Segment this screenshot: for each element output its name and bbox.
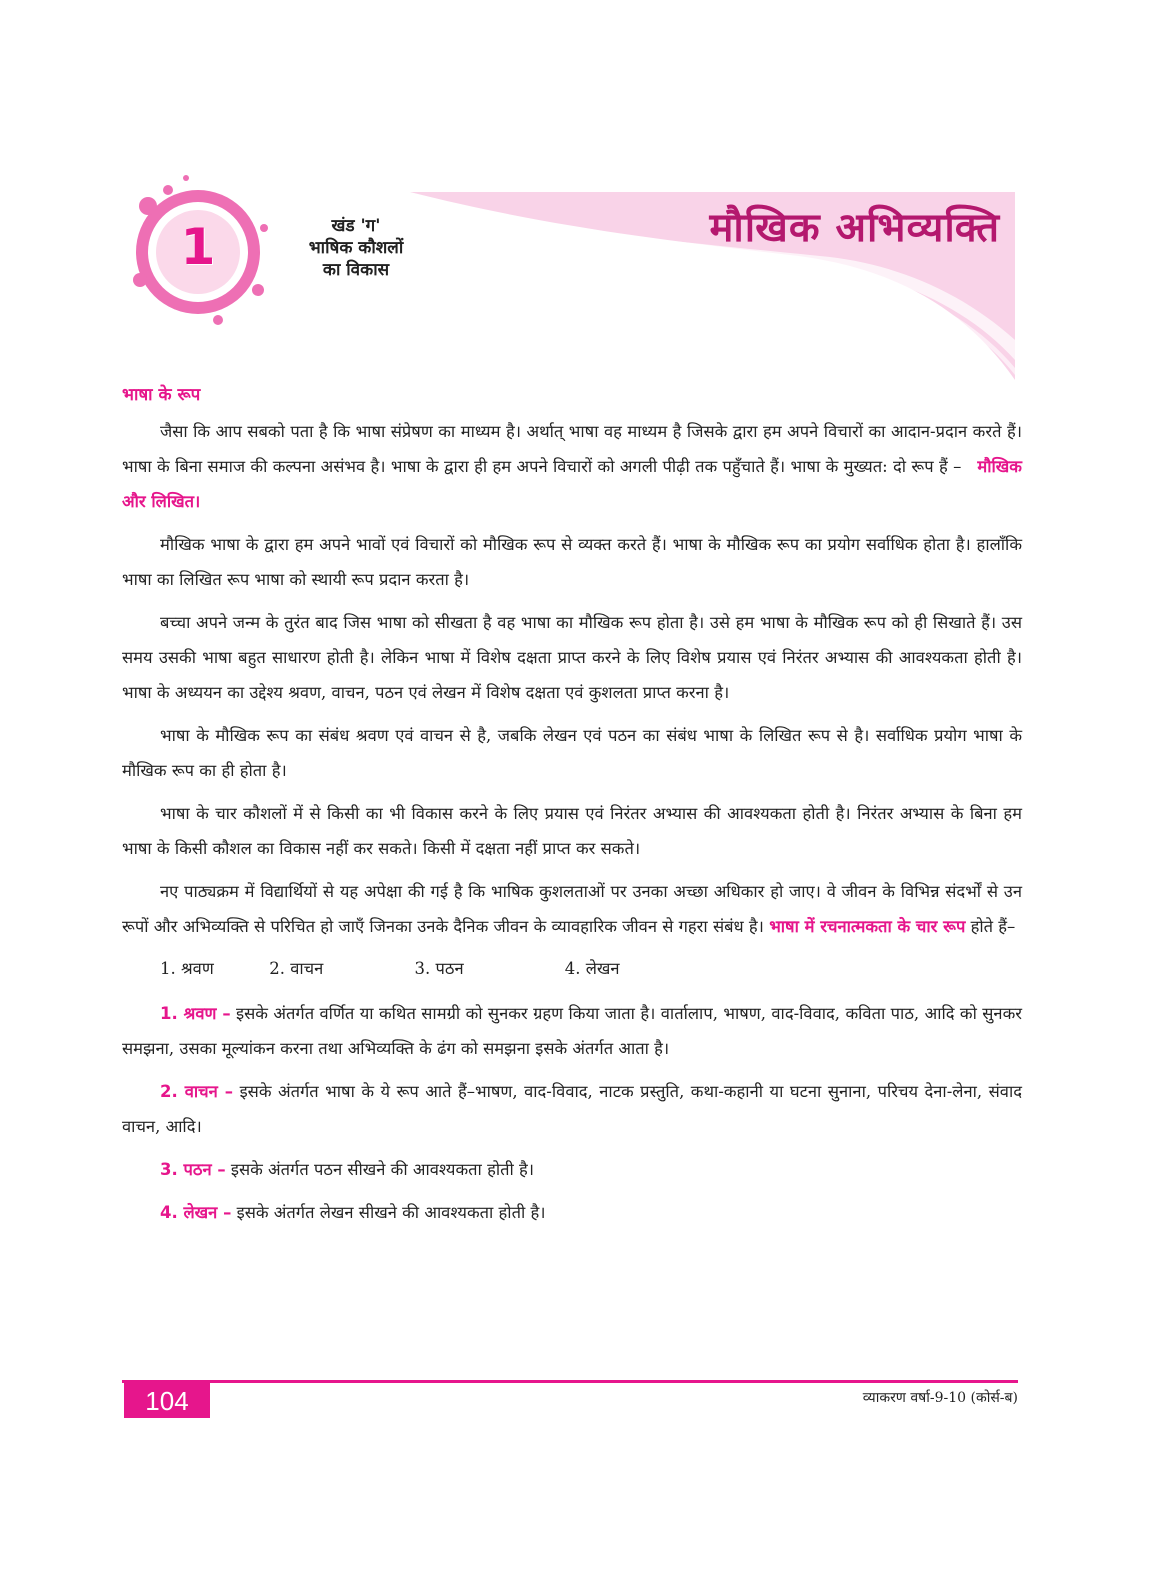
- paragraph: मौखिक भाषा के द्वारा हम अपने भावों एवं विचारों को मौखिक रूप से व्यक्त करते हैं। भाषा के मौखिक रूप का प्रयोग सर्वाधिक होता है। हालाँकि भाषा का लिखित रूप भाषा को स्थायी रूप प्रदान करता है।: [122, 535, 1022, 589]
- badge-bubble: [139, 197, 157, 215]
- page-number: 104: [124, 1382, 210, 1418]
- book-title: व्याकरण वर्षा-9-10 (कोर्स-ब): [862, 1390, 1018, 1406]
- definition-text: इसके अंतर्गत पठन सीखने की आवश्यकता होती है।: [230, 1160, 535, 1179]
- definition-item: [122, 1152, 1022, 1187]
- paragraph: भाषा के चार कौशलों में से किसी का भी विकास करने के लिए प्रयास एवं निरंतर अभ्यास की आवश्यकता होती है। निरंतर अभ्यास के बिना हम भाषा के किसी कौशल का विकास नहीं कर सकते। किसी में दक्षता नहीं प्राप्त कर सकते।: [122, 804, 1022, 858]
- definition-item: [122, 996, 1022, 1066]
- badge-bubble: [260, 224, 268, 232]
- definition-label: 4. लेखन –: [160, 1203, 232, 1222]
- list-item: 1. श्रवण: [160, 959, 214, 978]
- definition-item: [122, 1074, 1022, 1144]
- section-heading: भाषा के रूप: [122, 385, 201, 405]
- list-item: 3. पठन: [414, 959, 464, 978]
- paragraph: [122, 414, 1022, 519]
- chapter-title: मौखिक अभिव्यक्ति: [709, 205, 1000, 251]
- badge-bubble: [213, 315, 223, 325]
- definition-text: इसके अंतर्गत लेखन सीखने की आवश्यकता होती है।: [236, 1203, 546, 1222]
- paragraph-text: नए पाठ्यक्रम में विद्यार्थियों से यह अपेक्षा की गई है कि भाषिक कुशलताओं पर उनका अच्छा अधिकार हो जाए। वे जीवन के विभिन्न संदर्भों से उन रूपों और अभिव्यक्ति से परिचित हो जाएँ जिनका उनके दैनिक जीवन के व्यावहारिक जीवन से गहरा संबंध है।: [122, 882, 1022, 936]
- section-label-line: खंड 'ग': [331, 216, 381, 236]
- list-item: 2. वाचन: [269, 959, 324, 978]
- definition-text: इसके अंतर्गत वर्णित या कथित सामग्री को सुनकर ग्रहण किया जाता है। वार्तालाप, भाषण, वाद-विवाद, कविता पाठ, आदि को सुनकर समझना, उसका मूल्यांकन करना तथा अभिव्यक्ति के ढंग को समझना इसके अंतर्गत आता है।: [122, 1004, 1022, 1058]
- section-label-line: का विकास: [322, 260, 390, 280]
- paragraph: [122, 874, 1022, 944]
- section-label: [286, 215, 426, 281]
- definition-label: 2. वाचन –: [160, 1082, 234, 1101]
- footer-rule: [122, 1380, 1018, 1383]
- paragraph-text: होते हैं–: [970, 917, 1016, 936]
- skills-list: [122, 952, 1022, 986]
- list-item: 4. लेखन: [564, 959, 620, 978]
- highlight-text: मौखिक और लिखित।: [122, 457, 1022, 511]
- badge-bubble: [252, 284, 264, 296]
- page-content: [122, 382, 1022, 1238]
- badge-bubble: [133, 273, 147, 287]
- paragraph: भाषा के मौखिक रूप का संबंध श्रवण एवं वाचन से है, जबकि लेखन एवं पठन का संबंध भाषा के लिखित रूप से है। सर्वाधिक प्रयोग भाषा के मौखिक रूप का ही होता है।: [122, 726, 1022, 780]
- paragraph: बच्चा अपने जन्म के तुरंत बाद जिस भाषा को सीखता है वह भाषा का मौखिक रूप होता है। उसे हम भाषा के मौखिक रूप को ही सिखाते हैं। उस समय उसकी भाषा बहुत साधारण होती है। लेकिन भाषा में विशेष दक्षता प्राप्त करने के लिए विशेष प्रयास एवं निरंतर अभ्यास की आवश्यकता होती है। भाषा के अध्ययन का उद्देश्य श्रवण, वाचन, पठन एवं लेखन में विशेष दक्षता एवं कुशलता प्राप्त करना है।: [122, 613, 1022, 702]
- definition-label: 1. श्रवण –: [160, 1004, 231, 1023]
- paragraph-text: जैसा कि आप सबको पता है कि भाषा संप्रेषण का माध्यम है। अर्थात् भाषा वह माध्यम है जिसके द्वारा हम अपने विचारों का आदान-प्रदान करते हैं। भाषा के बिना समाज की कल्पना असंभव है। भाषा के द्वारा ही हम अपने विचारों को अगली पीढ़ी तक पहुँचाते हैं। भाषा के मुख्यत: दो रूप हैं –: [122, 422, 1022, 476]
- definition-item: [122, 1195, 1022, 1230]
- definition-text: इसके अंतर्गत भाषा के ये रूप आते हैं–भाषण, वाद-विवाद, नाटक प्रस्तुति, कथा-कहानी या घटना सुनाना, परिचय देना-लेना, संवाद वाचन, आदि।: [122, 1082, 1022, 1136]
- badge-bubble: [163, 185, 173, 195]
- badge-bubble: [183, 175, 189, 181]
- definition-label: 3. पठन –: [160, 1160, 226, 1179]
- chapter-number: 1: [180, 218, 216, 276]
- highlight-text: भाषा में रचनात्मकता के चार रूप: [769, 917, 966, 936]
- section-label-line: भाषिक कौशलों: [308, 238, 404, 258]
